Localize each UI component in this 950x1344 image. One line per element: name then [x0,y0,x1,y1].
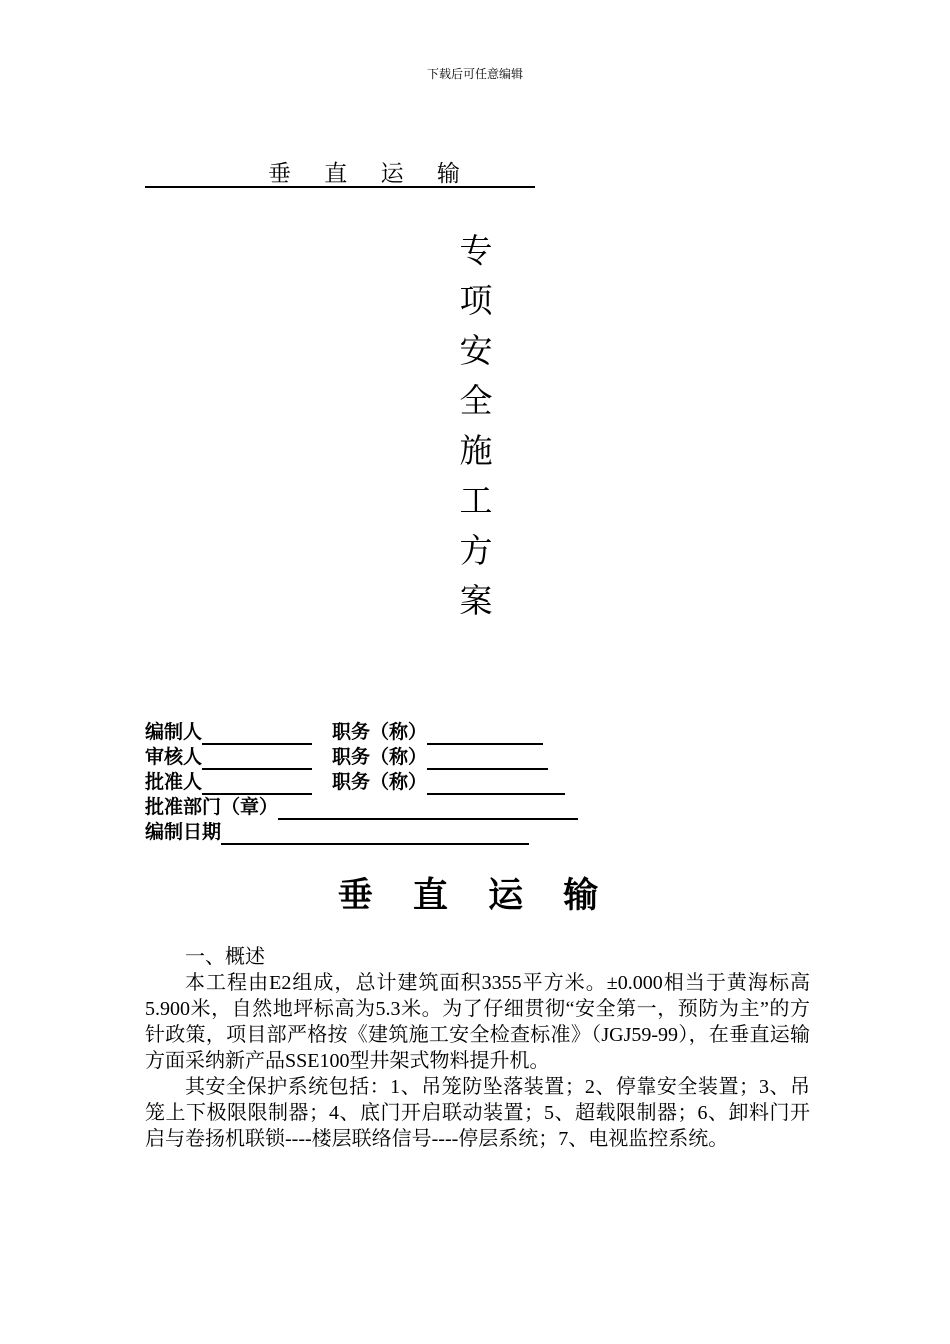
date-blank [221,822,529,845]
approver-label: 批准人 [145,771,203,793]
project-name: 垂 直 运 输 [268,161,473,187]
department-blank [278,797,578,820]
vertical-title-char: 施 [459,431,493,470]
reviewer-position-blank [427,747,548,770]
reviewer-position-label: 职务（称） [332,746,428,768]
approver-blank [202,772,312,795]
vertical-title-char: 全 [459,381,493,420]
paragraph: 其安全保护系统包括：1、吊笼防坠落装置；2、停靠安全装置；3、吊笼上下极限限制器；4、底门开启联动装置；5、超载限制器；6、卸料门开启与卷扬机联锁----楼层联络信号----停层系统；7、电视监控系统。 [145,1076,810,1150]
main-title: 垂 直 运 输 [337,875,613,916]
vertical-title-char: 项 [459,281,493,320]
approver-position-label: 职务（称） [332,771,428,793]
department-row [145,795,705,820]
vertical-title-char: 安 [459,331,493,370]
section-overview [145,944,810,1152]
approver-position-blank [427,772,565,795]
date-row [145,820,705,845]
reviewer-blank [202,747,312,770]
section-heading: 一、概述 [185,946,265,968]
signature-block [145,720,705,845]
approver-row [145,770,705,795]
vertical-title-char: 工 [459,481,493,520]
department-label: 批准部门（章） [145,796,279,818]
editor-blank [202,722,312,745]
editor-position-blank [427,722,543,745]
editor-row [145,720,705,745]
vertical-title-char: 案 [459,581,493,620]
page-header: 下载后可任意编辑 [426,67,523,81]
vertical-title-char: 方 [459,531,493,570]
vertical-title-char: 专 [459,231,493,270]
reviewer-label: 审核人 [145,746,203,768]
editor-label: 编制人 [145,721,203,743]
reviewer-row [145,745,705,770]
date-label: 编制日期 [145,821,222,843]
cover-vertical-title [448,226,504,626]
paragraph: 本工程由E2组成，总计建筑面积3355平方米。±0.000相当于黄海标高5.900米，自然地坪标高为5.3米。为了仔细贯彻“安全第一，预防为主”的方针政策，项目部严格按《建筑施工安全检查标准》（JGJ59-99），在垂直运输方面采纳新产品SSE100型井架式物料提升机。 [145,972,810,1072]
editor-position-label: 职务（称） [332,721,428,743]
